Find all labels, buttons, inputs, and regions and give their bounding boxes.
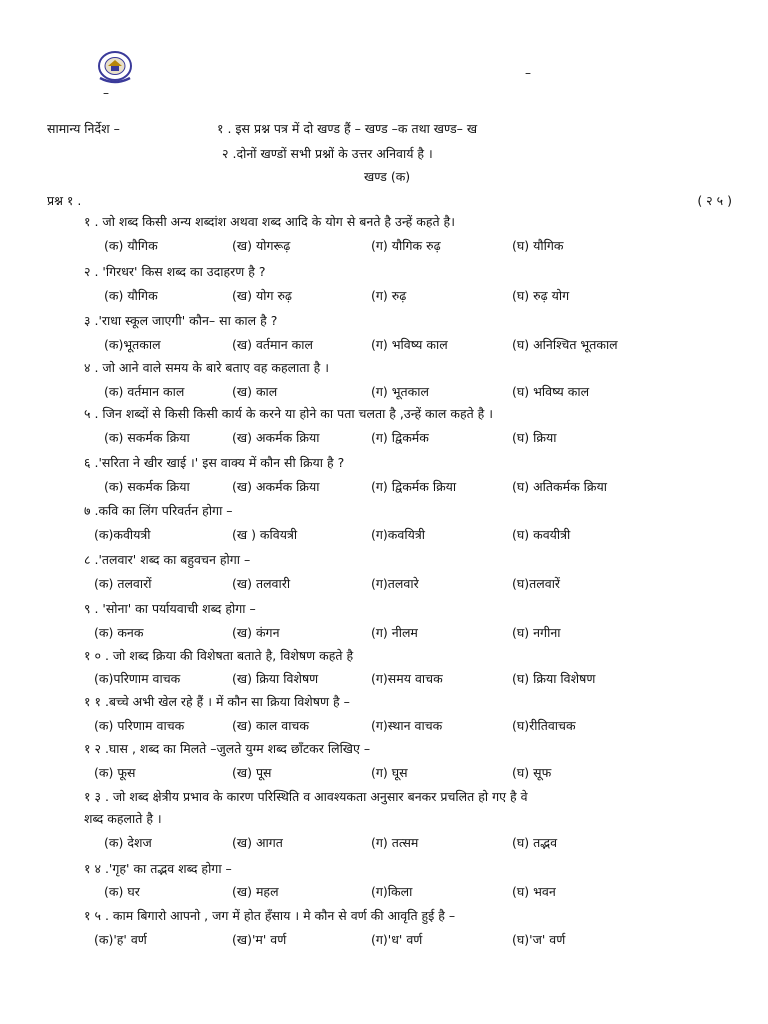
question-13-option-d: (घ) तद्भव [512,835,558,850]
question-10-option-a: (क)परिणाम वाचक [94,671,181,686]
question-15-option-a: (क)'ह' वर्ण [94,932,147,947]
question-9-option-a: (क) कनक [94,625,144,640]
question-11-option-b: (ख) काल वाचक [232,718,309,733]
question-12-option-d: (घ) सूफ [512,765,552,780]
question-9-text: ९ . 'सोना' का पर्यायवाची शब्द होगा – [84,601,256,616]
question-5-text: ५ . जिन शब्दों से किसी किसी कार्य के करने या होने का पता चलता है ,उन्हें काल कहते है । [84,406,494,421]
question-4-text: ४ . जो आने वाले समय के बारे बताए वह कहलाता है । [84,360,329,375]
question-8-option-d: (घ)तलवारें [512,576,561,591]
question-5-option-b: (ख) अकर्मक क्रिया [232,430,320,445]
question-4-option-c: (ग) भूतकाल [371,384,429,399]
question-10-text: १ ० . जो शब्द क्रिया की विशेषता बताते है, विशेषण कहते है [84,648,354,663]
question-7-option-c: (ग)कवयित्री [371,527,425,542]
instruction-line-1: १ . इस प्रश्न पत्र में दो खण्ड हैं – खण्ड –क तथा खण्ड– ख [217,121,478,136]
general-instructions-label: सामान्य निर्देश – [47,121,120,136]
question-13-option-b: (ख) आगत [232,835,283,850]
question-15-option-d: (घ)'ज' वर्ण [512,932,566,947]
question-12-option-c: (ग) घूस [371,765,408,780]
question-7-option-b: (ख ) कवियत्री [232,527,298,542]
question-2-option-a: (क) यौगिक [104,288,158,303]
question-6-text: ६ .'सरिता ने खीर खाई ।' इस वाक्य में कौन सी क्रिया है ? [84,455,345,470]
question-9-option-b: (ख) कंगन [232,625,280,640]
question-8-text: ८ .'तलवार' शब्द का बहुवचन होगा – [84,552,251,567]
question-7-text: ७ .कवि का लिंग परिवर्तन होगा – [84,503,233,518]
question-8-option-c: (ग)तलवारे [371,576,419,591]
section-title: खण्ड (क) [364,169,411,184]
question-13-option-a: (क) देशज [104,835,152,850]
question-15-option-c: (ग)'ध' वर्ण [371,932,423,947]
question-15-option-b: (ख)'म' वर्ण [232,932,287,947]
header-dash-right: – [525,66,531,80]
question-7-option-d: (घ) कवयीत्री [512,527,571,542]
question-1-option-c: (ग) यौगिक रुढ़ [371,238,441,253]
question-2-option-d: (घ) रुढ़ योग [512,288,570,303]
question-8-option-b: (ख) तलवारी [232,576,291,591]
marks: ( २ ५ ) [697,193,732,208]
question-3-option-d: (घ) अनिश्चित भूतकाल [512,337,618,352]
question-10-option-b: (ख) क्रिया विशेषण [232,671,319,686]
question-13-option-c: (ग) तत्सम [371,835,419,850]
header-dash-left: – [103,86,109,100]
question-1-text: १ . जो शब्द किसी अन्य शब्दांश अथवा शब्द आदि के योग से बनते है उन्हें कहते है। [84,214,455,229]
question-7-option-a: (क)कवीयत्री [94,527,151,542]
question-12-text: १ २ .घास , शब्द का मिलते –जुलते युग्म शब्द छाँटकर लिखिए – [84,741,371,756]
question-1-option-a: (क) यौगिक [104,238,158,253]
school-logo-emblem [94,48,136,88]
question-8-option-a: (क) तलवारों [94,576,152,591]
question-4-option-b: (ख) काल [232,384,278,399]
question-5-option-d: (घ) क्रिया [512,430,557,445]
question-12-option-a: (क) फूस [94,765,136,780]
question-6-option-a: (क) सकर्मक क्रिया [104,479,190,494]
question-14-option-a: (क) घर [104,884,140,899]
question-3-option-a: (क)भूतकाल [104,337,161,352]
question-5-option-c: (ग) द्विकर्मक [371,430,429,445]
question-1-option-d: (घ) यौगिक [512,238,564,253]
question-13-text: १ ३ . जो शब्द क्षेत्रीय प्रभाव के कारण परिस्थिति व आवश्यकता अनुसार बनकर प्रचलित हो गए है वे [84,789,528,804]
question-11-option-d: (घ)रीतिवाचक [512,718,576,733]
question-14-text: १ ४ .'गृह' का तद्भव शब्द होगा – [84,861,232,876]
question-label: प्रश्न १ . [47,193,82,208]
question-15-text: १ ५ . काम बिगारो आपनो , जग में होत हँसाय । मे कौन से वर्ण की आवृति हुई है – [84,908,456,923]
question-13-text-continued: शब्द कहलाते है । [84,811,162,826]
question-9-option-c: (ग) नीलम [371,625,418,640]
question-3-text: ३ .'राधा स्कूल जाएगी' कौन– सा काल है ? [84,313,278,328]
question-6-option-c: (ग) द्विकर्मक क्रिया [371,479,457,494]
question-9-option-d: (घ) नगीना [512,625,561,640]
question-2-option-c: (ग) रुढ़ [371,288,407,303]
question-10-option-c: (ग)समय वाचक [371,671,443,686]
question-14-option-b: (ख) महल [232,884,279,899]
question-11-text: १ १ .बच्चे अभी खेल रहे हैं । में कौन सा क्रिया विशेषण है – [84,694,350,709]
question-10-option-d: (घ) क्रिया विशेषण [512,671,596,686]
question-12-option-b: (ख) पूस [232,765,272,780]
question-2-option-b: (ख) योग रुढ़ [232,288,292,303]
instruction-line-2: २ .दोनों खण्डों सभी प्रश्नों के उत्तर अनिवार्य है । [222,146,433,161]
question-11-option-c: (ग)स्थान वाचक [371,718,443,733]
question-3-option-b: (ख) वर्तमान काल [232,337,313,352]
question-6-option-d: (घ) अतिकर्मक क्रिया [512,479,608,494]
question-14-option-c: (ग)किला [371,884,413,899]
question-2-text: २ . 'गिरधर' किस शब्द का उदाहरण है ? [84,264,266,279]
question-4-option-d: (घ) भविष्य काल [512,384,590,399]
question-5-option-a: (क) सकर्मक क्रिया [104,430,190,445]
question-3-option-c: (ग) भविष्य काल [371,337,448,352]
question-11-option-a: (क) परिणाम वाचक [94,718,185,733]
question-4-option-a: (क) वर्तमान काल [104,384,185,399]
question-6-option-b: (ख) अकर्मक क्रिया [232,479,320,494]
question-1-option-b: (ख) योगरूढ़ [232,238,291,253]
question-14-option-d: (घ) भवन [512,884,556,899]
